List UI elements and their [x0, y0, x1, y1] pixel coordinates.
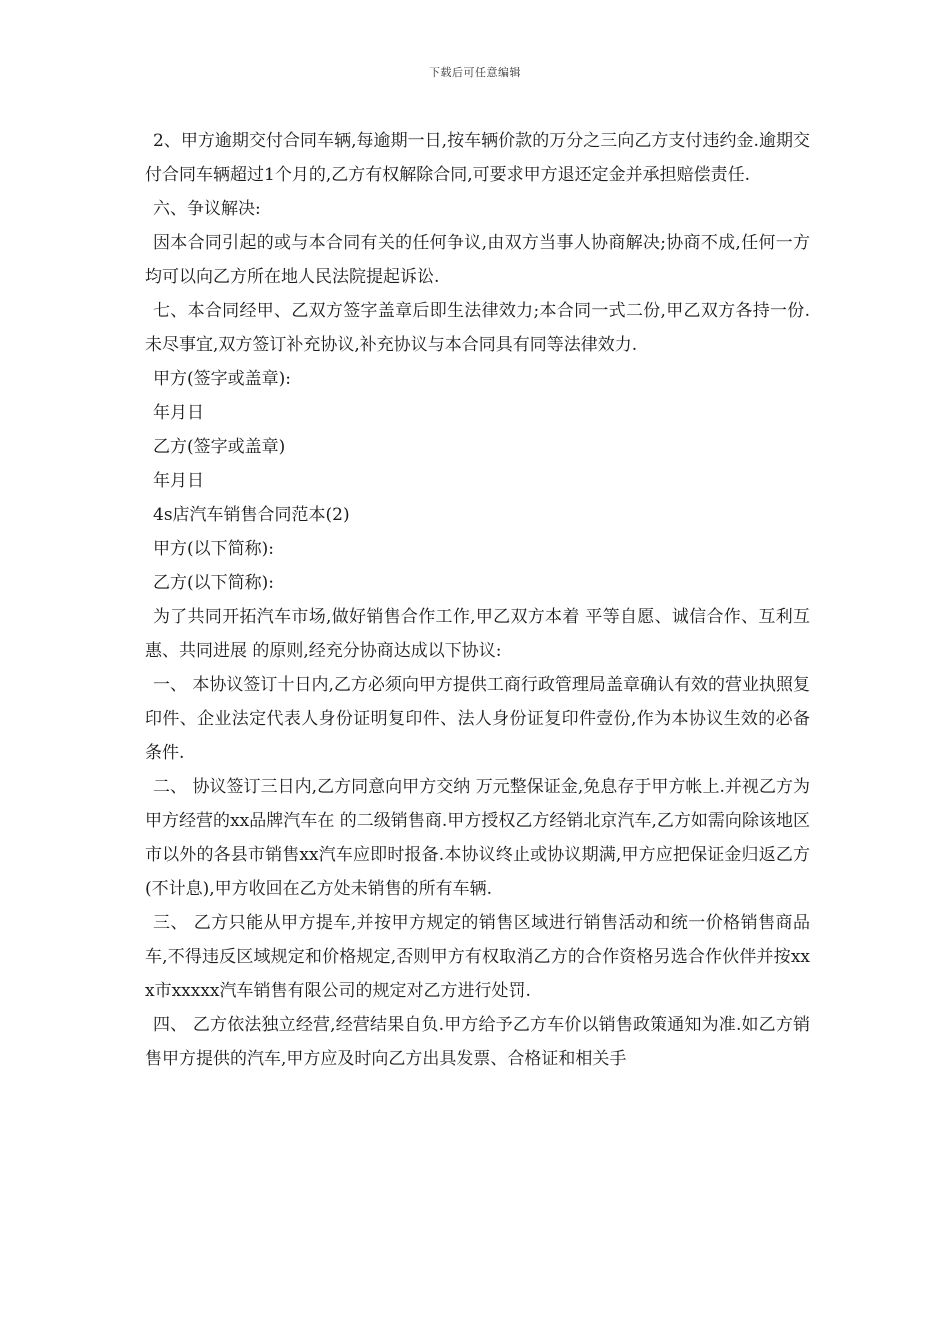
paragraph-dispute-resolution: 因本合同引起的或与本合同有关的任何争议,由双方当事人协商解决;协商不成,任何一方均可以向乙方所在地人民法院提起诉讼.	[145, 233, 810, 287]
date-line-b: 年月日	[153, 471, 204, 491]
document-body	[145, 124, 810, 1076]
party-b-line: 乙方(以下简称):	[153, 573, 274, 593]
paragraph-late-delivery-penalty: 2、甲方逾期交付合同车辆,每逾期一日,按车辆价款的万分之三向乙方支付违约金.逾期交付合同车辆超过1个月的,乙方有权解除合同,可要求甲方退还定金并承担赔偿责任.	[145, 131, 810, 185]
party-b-signature-line: 乙方(签字或盖章)	[153, 437, 286, 457]
document-title-2: 4s店汽车销售合同范本(2)	[153, 505, 350, 525]
paragraph-effectiveness: 七、本合同经甲、乙双方签字盖章后即生法律效力;本合同一式二份,甲乙双方各持一份.未尽事宜,双方签订补充协议,补充协议与本合同具有同等法律效力.	[145, 301, 810, 355]
date-line-a: 年月日	[153, 403, 204, 423]
section-heading-dispute: 六、争议解决:	[153, 199, 261, 219]
clause-1: 一、 本协议签订十日内,乙方必须向甲方提供工商行政管理局盖章确认有效的营业执照复印件、企业法定代表人身份证明复印件、法人身份证复印件壹份,作为本协议生效的必备条件.	[145, 675, 810, 763]
party-a-signature-line: 甲方(签字或盖章):	[153, 369, 291, 389]
clause-4: 四、 乙方依法独立经营,经营结果自负.甲方给予乙方车价以销售政策通知为准.如乙方销售甲方提供的汽车,甲方应及时向乙方出具发票、合格证和相关手	[145, 1015, 810, 1069]
page-header: 下载后可任意编辑	[429, 66, 521, 79]
paragraph-preamble: 为了共同开拓汽车市场,做好销售合作工作,甲乙双方本着 平等自愿、诚信合作、互利互惠、共同进展 的原则,经充分协商达成以下协议:	[145, 607, 810, 661]
clause-3: 三、 乙方只能从甲方提车,并按甲方规定的销售区域进行销售活动和统一价格销售商品车,不得违反区域规定和价格规定,否则甲方有权取消乙方的合作资格另选合作伙伴并按xxx市xxxxx汽车销售有限公司的规定对乙方进行处罚.	[145, 913, 810, 1001]
clause-2: 二、 协议签订三日内,乙方同意向甲方交纳 万元整保证金,免息存于甲方帐上.并视乙方为甲方经营的xx品牌汽车在 的二级销售商.甲方授权乙方经销北京汽车,乙方如需向除该地区市以外的各县市销售xx汽车应即时报备.本协议终止或协议期满,甲方应把保证金归返乙方(不计息),甲方收回在乙方处未销售的所有车辆.	[145, 777, 810, 899]
party-a-line: 甲方(以下简称):	[153, 539, 274, 559]
